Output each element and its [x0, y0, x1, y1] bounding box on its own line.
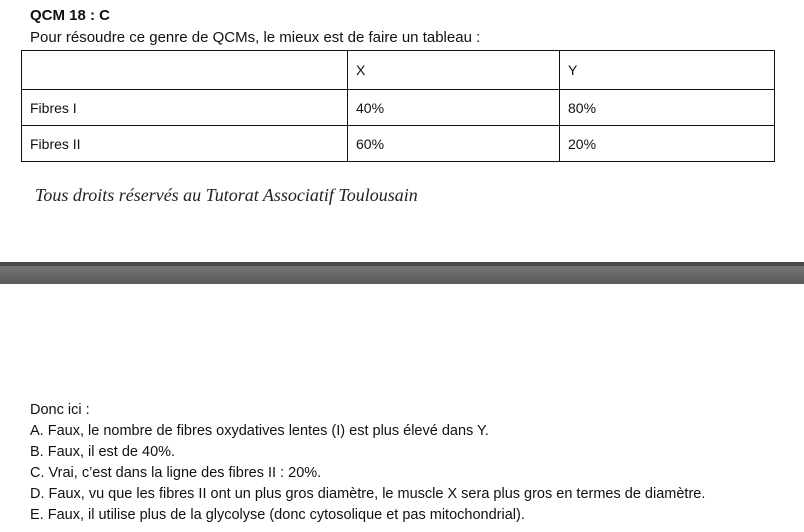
table-row	[22, 126, 775, 162]
table-row	[22, 90, 775, 126]
intro-text: Pour résoudre ce genre de QCMs, le mieux est de faire un tableau :	[30, 29, 481, 46]
row-label: Fibres II	[22, 126, 348, 162]
answer-item: A. Faux, le nombre de fibres oxydatives lentes (I) est plus élevé dans Y.	[30, 423, 489, 439]
answer-table	[21, 50, 775, 162]
cell-y: 20%	[560, 126, 775, 162]
row-label: Fibres I	[22, 90, 348, 126]
answer-item: B. Faux, il est de 40%.	[30, 444, 176, 460]
answers-block	[30, 400, 705, 526]
question-title: QCM 18 : C	[30, 7, 111, 24]
table-header-cell	[22, 51, 348, 90]
cell-x: 40%	[348, 90, 560, 126]
answers-lead: Donc ici :	[30, 402, 90, 418]
copyright-note: Tous droits réservés au Tutorat Associatif Toulousain	[35, 185, 418, 205]
cell-x: 60%	[348, 126, 560, 162]
answer-item: D. Faux, vu que les fibres II ont un plus gros diamètre, le muscle X sera plus gros en termes de diamètre.	[30, 486, 706, 502]
answer-item: E. Faux, il utilise plus de la glycolyse (donc cytosolique et pas mitochondrial).	[30, 507, 525, 523]
table-header-cell: X	[348, 51, 560, 90]
answer-item: C. Vrai, c’est dans la ligne des fibres II : 20%.	[30, 465, 322, 481]
table-header-row	[22, 51, 775, 90]
table-header-cell: Y	[560, 51, 775, 90]
cell-y: 80%	[560, 90, 775, 126]
page-separator	[0, 262, 804, 284]
